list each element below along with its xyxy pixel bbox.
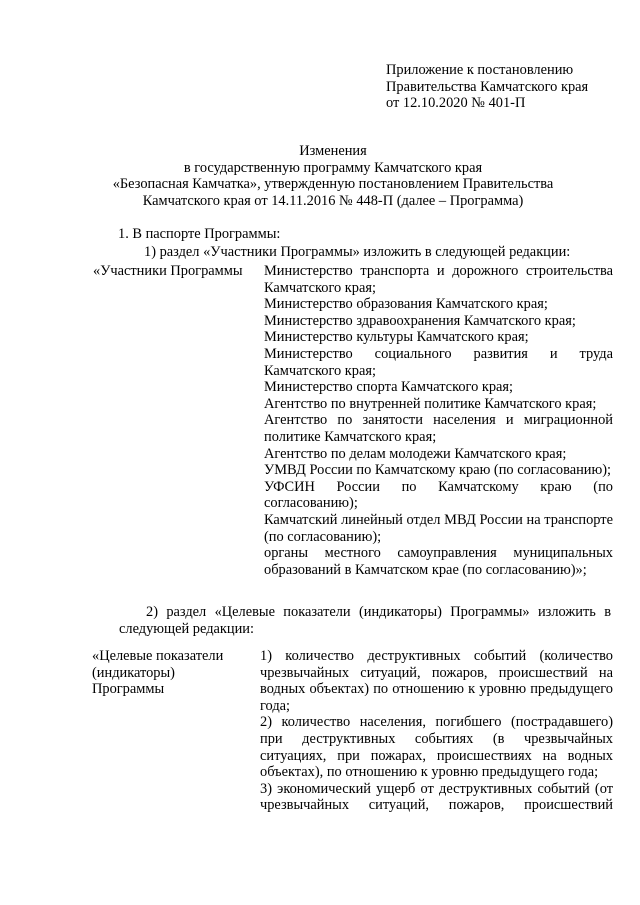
indicators-label-line-3: Программы xyxy=(92,681,165,698)
participant-entry: Министерство здравоохранения Камчатского края; xyxy=(264,312,576,329)
item-2-text xyxy=(119,604,611,637)
participant-entry: УМВД России по Камчатскому краю (по согласованию); xyxy=(264,462,612,479)
section-1-title: 1. В паспорте Программы: xyxy=(118,226,281,242)
participant-entry: Агентство по внутренней политике Камчатского края; xyxy=(264,395,597,412)
participant-entry: Агентство по занятости населения и миграционной политике Камчатского края; xyxy=(264,412,613,445)
indicators-label-line-2: (индикаторы) xyxy=(92,664,175,681)
heading-line-3: «Безопасная Камчатка», утвержденную постановлением Правительства xyxy=(112,176,554,193)
participant-entry: органы местного самоуправления муниципальных образований в Камчатском крае (по согласованию)»; xyxy=(264,545,613,578)
participants-list xyxy=(264,263,613,578)
indicators-label xyxy=(92,648,223,698)
heading-line-2: в государственную программу Камчатского края xyxy=(183,159,483,176)
indicators-label-line-1: «Целевые показатели xyxy=(92,648,224,664)
participant-entry: Министерство спорта Камчатского края; xyxy=(264,379,514,396)
indicator-entry: 3) экономический ущерб от деструктивных событий (от чрезвычайных ситуаций, пожаров, происшествий xyxy=(260,780,613,814)
indicators-list xyxy=(260,648,613,814)
heading-line-1: Изменения xyxy=(299,143,367,159)
annex-line-2: Правительства Камчатского края xyxy=(386,78,589,95)
item-2-line-1: 2) раздел «Целевые показатели (индикаторы) Программы» изложить в xyxy=(146,604,611,620)
annex-header xyxy=(386,62,626,112)
participant-entry: Министерство образования Камчатского края; xyxy=(264,296,548,313)
heading-line-4: Камчатского края от 14.11.2016 № 448-П (далее – Программа) xyxy=(142,192,524,209)
participant-entry: Камчатский линейный отдел МВД России на транспорте (по согласованию); xyxy=(264,511,613,545)
item-1-text: 1) раздел «Участники Программы» изложить в следующей редакции: xyxy=(144,244,571,260)
indicator-entry: 1) количество деструктивных событий (количество чрезвычайных ситуаций, пожаров, происшествий на водных объектах) по отношению к уровню предыдущего года; xyxy=(260,648,613,714)
participant-entry: Министерство социального развития и труда Камчатского края; xyxy=(264,345,613,379)
item-2-line-2: следующей редакции: xyxy=(119,620,254,637)
participants-label: «Участники Программы xyxy=(93,263,243,279)
indicator-entry: 2) количество населения, погибшего (пострадавшего) при деструктивных событиях (в чрезвычайных ситуациях, при пожарах, происшествиях на водных объектах), по отношению к уровню предыдущего года; xyxy=(260,714,613,781)
participant-entry: Агентство по делам молодежи Камчатского края; xyxy=(264,445,567,462)
annex-line-3: от 12.10.2020 № 401-П xyxy=(386,95,526,112)
participant-entry: УФСИН России по Камчатскому краю (по согласованию); xyxy=(264,478,613,512)
participant-entry: Министерство транспорта и дорожного строительства Камчатского края; xyxy=(264,263,613,296)
participant-entry: Министерство культуры Камчатского края; xyxy=(264,329,529,346)
document-heading xyxy=(80,143,586,209)
annex-line-1: Приложение к постановлению xyxy=(386,62,574,78)
